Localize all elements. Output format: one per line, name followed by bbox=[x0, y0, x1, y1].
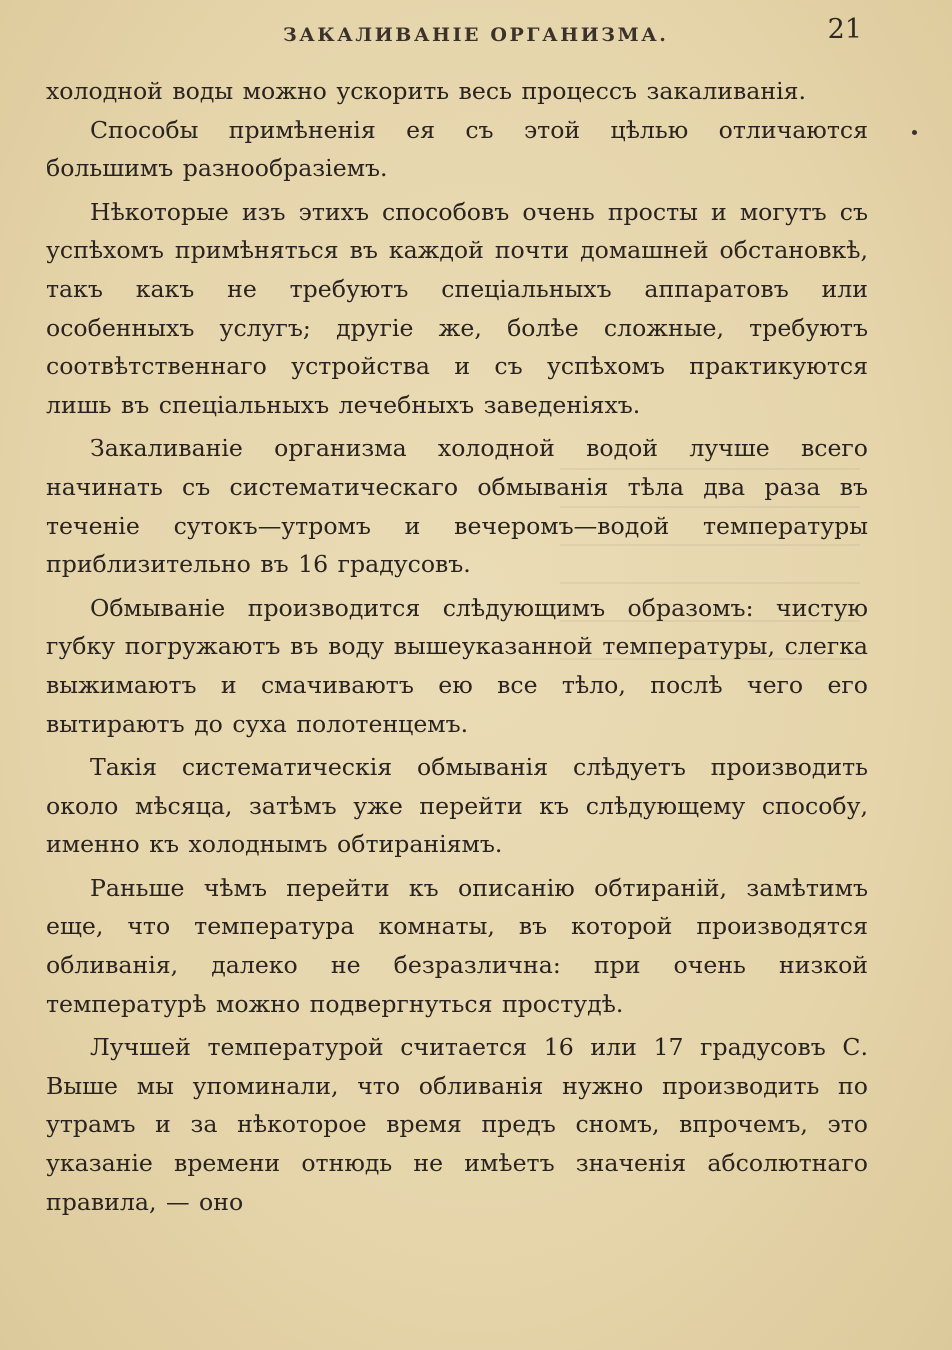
paragraph-3: Нѣкоторые изъ этихъ способовъ очень просты и могутъ съ успѣхомъ примѣняться въ каждой почти домашней обстановкѣ, такъ какъ не требуютъ спеціальныхъ аппаратовъ или особенныхъ услугъ; другіе же, болѣе сложные, требуютъ соотвѣтственнаго устройства и съ успѣхомъ практикуются лишь въ спеціальныхъ лечебныхъ заведеніяхъ. bbox=[46, 197, 868, 419]
running-title: ЗАКАЛИВАНІЕ ОРГАНИЗМА. bbox=[283, 24, 669, 46]
body-text bbox=[46, 72, 868, 1221]
paragraph-7: Раньше чѣмъ перейти къ описанію обтираній, замѣтимъ еще, что температура комнаты, въ которой производятся обливанія, далеко не безразлична: при очень низкой температурѣ можно подвергнуться простудѣ. bbox=[46, 873, 868, 1018]
margin-speck bbox=[912, 130, 917, 135]
page-header bbox=[0, 12, 952, 52]
paragraph-6: Такія систематическія обмыванія слѣдуетъ производить около мѣсяца, затѣмъ уже перейти къ слѣдующему способу, именно къ холоднымъ обтираніямъ. bbox=[46, 753, 868, 859]
paragraph-8: Лучшей температурой считается 16 или 17 градусовъ С. Выше мы упоминали, что обливанія нужно производить по утрамъ и за нѣкоторое время предъ сномъ, впрочемъ, это указаніе времени отнюдь не имѣетъ значенія абсолютнаго правила, — оно bbox=[46, 1033, 868, 1216]
page-number: 21 bbox=[827, 14, 862, 45]
paragraph-4: Закаливаніе организма холодной водой лучше всего начинать съ систематическаго обмыванія тѣла два раза въ теченіе сутокъ—утромъ и вечеромъ—водой температуры приблизительно въ 16 градусовъ. bbox=[46, 434, 868, 579]
paragraph-1: холодной воды можно ускорить весь процессъ закаливанія. bbox=[46, 77, 807, 105]
paragraph-2: Способы примѣненія ея съ этой цѣлью отличаются большимъ разнообразіемъ. bbox=[46, 115, 868, 183]
paragraph-5: Обмываніе производится слѣдующимъ образомъ: чистую губку погружаютъ въ воду вышеуказанной температуры, слегка выжимаютъ и смачиваютъ ею все тѣло, послѣ чего его вытираютъ до суха полотенцемъ. bbox=[46, 593, 868, 738]
